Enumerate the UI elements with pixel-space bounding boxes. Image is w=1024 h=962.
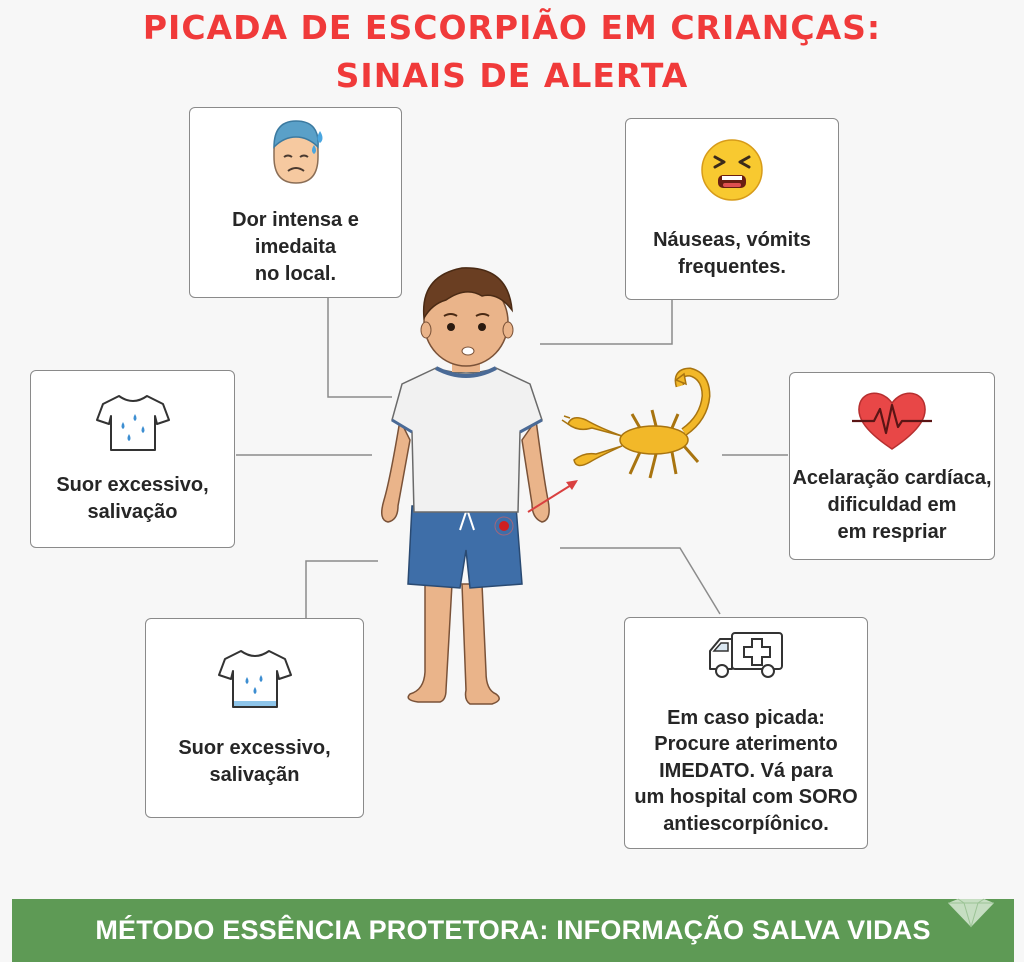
- footer-text: MÉTODO ESSÊNCIA PROTETORA: INFORMAÇÃO SALVA VIDAS: [95, 915, 931, 945]
- action-text-hospital: Em caso picada: Procure aterimento IMEDATO. Vá para um hospital com SORO antiescorpíônico.: [634, 707, 858, 835]
- wet-shirt-icon: [95, 392, 171, 454]
- ambulance-icon: [706, 629, 786, 681]
- symptom-text-sweat-bottom: Suor excessivo, salivaçãn: [178, 737, 331, 786]
- connector-hospital: [560, 548, 720, 614]
- wet-shirt-icon: [217, 647, 293, 713]
- page-title-line-1: PICADA DE ESCORPIÃO EM CRIANÇAS:: [142, 8, 882, 47]
- diamond-icon: [946, 897, 996, 931]
- nauseated-face-icon: [699, 137, 765, 203]
- connector-sweat-bottom: [306, 561, 378, 618]
- symptom-text-pain: Dor intensa e imedaita no local.: [232, 209, 359, 285]
- footer-banner: [12, 899, 1014, 962]
- heartbeat-icon: [852, 387, 932, 453]
- symptom-text-nausea: Náuseas, vómits frequentes.: [653, 229, 811, 278]
- connector-pain: [328, 298, 392, 397]
- symptom-card-sweat-bottom: [145, 618, 364, 818]
- symptom-card-heart: [789, 372, 995, 560]
- action-card-hospital: [624, 617, 868, 849]
- sweating-face-icon: [264, 117, 328, 189]
- symptom-card-pain: [189, 107, 402, 298]
- symptom-card-nausea: [625, 118, 839, 300]
- connector-nausea: [540, 300, 672, 344]
- page-title-line-2: SINAIS DE ALERTA: [335, 56, 689, 95]
- symptom-card-sweat-left: [30, 370, 235, 548]
- symptom-text-sweat-left: Suor excessivo, salivação: [56, 474, 209, 523]
- symptom-text-heart: Acelaração cardíaca, dificuldad em em respriar: [792, 466, 992, 543]
